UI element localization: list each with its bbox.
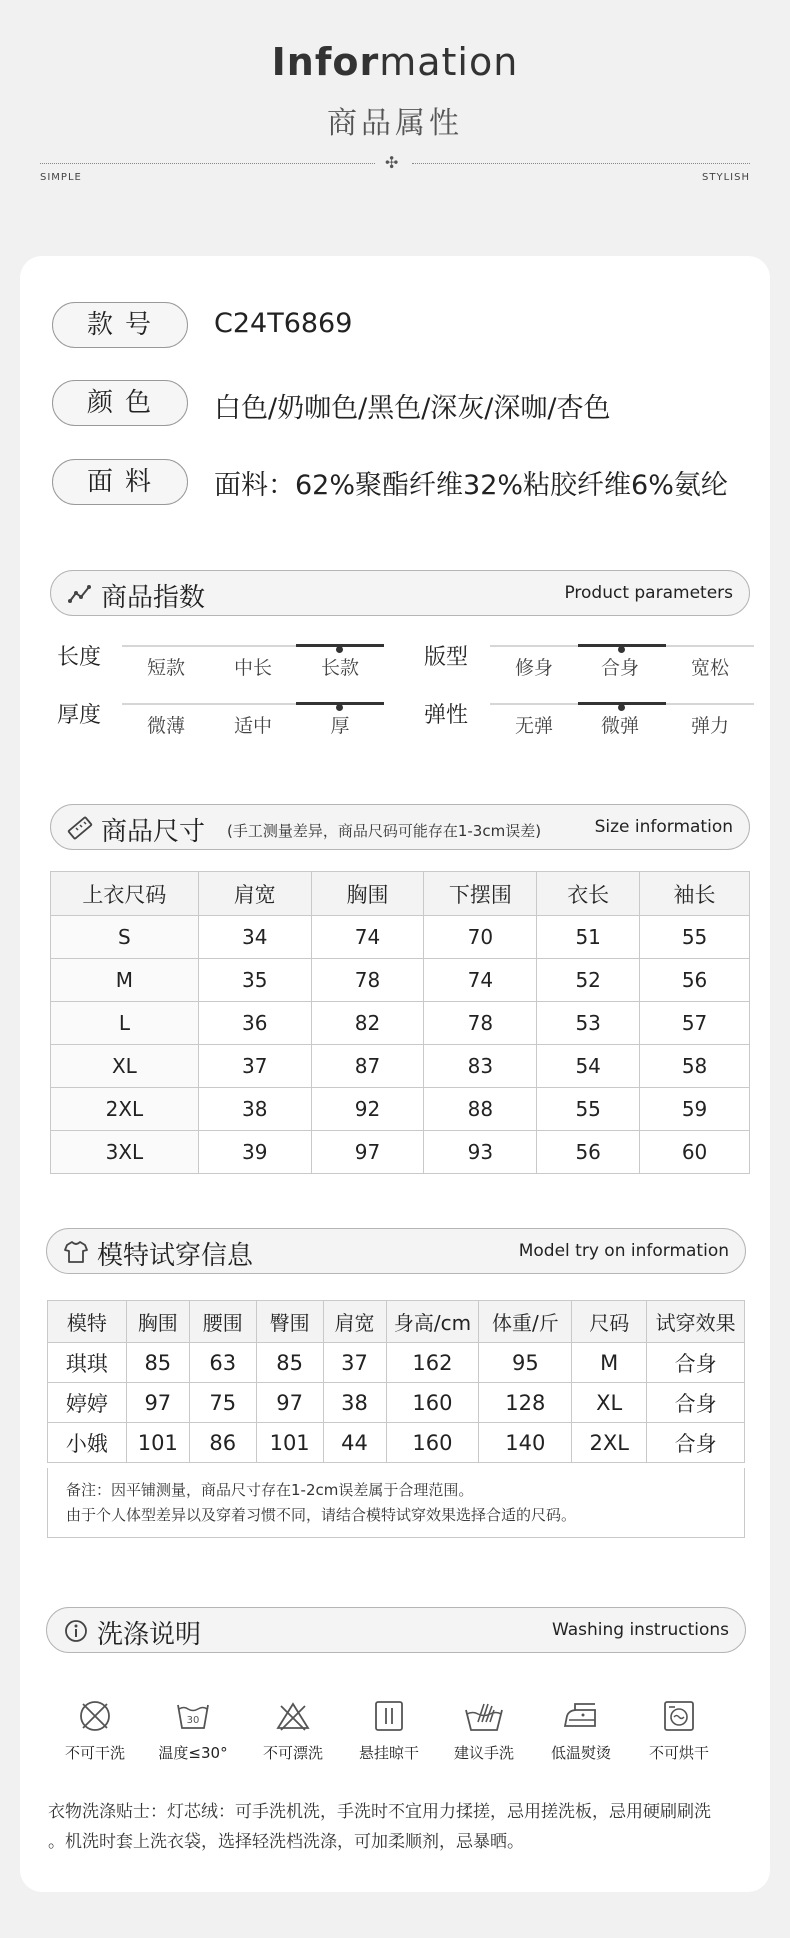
thickness-scale-marker [336,704,343,711]
length-scale-marker [336,646,343,653]
params-section-title: 商品指数 [101,583,206,613]
table-cell: 58 [640,1045,750,1088]
table-cell: 88 [424,1088,537,1131]
size-section-en: Size information [594,817,733,837]
fit-scale-marker [618,646,625,653]
model-col-chest: 胸围 [126,1301,189,1343]
elasticity-scale-marker [618,704,625,711]
param-label-thickness: 厚度 [57,703,102,728]
trend-chart-icon [67,581,93,607]
table-cell: 160 [386,1383,479,1423]
table-cell: 63 [189,1343,256,1383]
model-note-line2: 由于个人体型差异以及穿着习惯不同，请结合模特试穿效果选择合适的尺码。 [66,1506,577,1524]
model-col-height: 身高/cm [386,1301,479,1343]
wash-label: 不可漂洗 [262,1744,323,1762]
wash-temp-text: 30 [186,1715,200,1726]
table-cell: 55 [537,1088,640,1131]
model-notes [47,1468,745,1538]
table-cell: XL [572,1383,647,1423]
size-col-length: 衣长 [537,872,640,916]
wash-item-low-iron [534,1698,628,1763]
param-label-elasticity: 弹性 [424,703,469,728]
wash-item-no-bleach [246,1698,340,1763]
table-cell: 56 [537,1131,640,1174]
table-cell: 60 [640,1131,750,1174]
table-cell: 56 [640,959,750,1002]
table-cell: 83 [424,1045,537,1088]
model-col-name: 模特 [48,1301,127,1343]
fit-option-loose: 宽松 [690,657,729,679]
header-divider-left [40,163,375,164]
ornament-icon: ✣ [385,153,399,172]
style-number-label: 款号 [52,302,188,348]
page-subtitle: 商品属性 [327,106,463,141]
table-cell: 3XL [51,1131,199,1174]
table-cell: 140 [479,1423,572,1463]
table-cell: L [51,1002,199,1045]
size-col-size: 上衣尺码 [51,872,199,916]
table-cell: 合身 [647,1383,745,1423]
table-cell: 合身 [647,1423,745,1463]
wash-item-no-dry-clean [48,1698,142,1763]
table-cell: 101 [256,1423,323,1463]
table-cell: 51 [537,916,640,959]
table-cell: XL [51,1045,199,1088]
wash-section-header [46,1607,746,1653]
table-row [48,1383,745,1423]
table-cell: 86 [189,1423,256,1463]
model-table-header-row [48,1301,745,1343]
fabric-label: 面料 [52,459,188,505]
wash-label: 温度≤30° [158,1744,228,1762]
thickness-option-thick: 厚 [330,715,350,737]
table-row [51,1088,750,1131]
table-cell: 92 [311,1088,424,1131]
table-row [51,959,750,1002]
table-cell: 57 [640,1002,750,1045]
wash-label: 低温熨烫 [550,1744,611,1762]
size-section-title: 商品尺寸 [101,817,206,847]
wash-tips [48,1797,754,1857]
size-table-header-row [51,872,750,916]
model-section-en: Model try on information [518,1241,729,1261]
table-cell: 小娥 [48,1423,127,1463]
thickness-option-medium: 适中 [233,715,272,737]
thickness-option-thin: 微薄 [146,715,185,737]
hand-wash-icon [462,1698,506,1734]
table-cell: 36 [198,1002,311,1045]
table-cell: 2XL [572,1423,647,1463]
header-divider-right [412,163,750,164]
table-cell: 34 [198,916,311,959]
low-iron-icon [561,1698,601,1734]
table-row [48,1343,745,1383]
tshirt-icon [63,1239,89,1265]
length-option-mid: 中长 [233,657,272,679]
table-cell: 74 [424,959,537,1002]
params-section-header [50,570,750,616]
table-row [48,1423,745,1463]
wash-label: 不可烘干 [648,1744,709,1762]
table-cell: 101 [126,1423,189,1463]
model-col-fit: 试穿效果 [647,1301,745,1343]
size-col-hem: 下摆围 [424,872,537,916]
model-col-waist: 腰围 [189,1301,256,1343]
table-cell: 85 [126,1343,189,1383]
no-tumble-dry-icon [661,1698,697,1734]
color-value: 白色/奶咖色/黑色/深灰/深咖/杏色 [214,393,611,424]
hang-dry-icon [371,1698,407,1734]
wash-item-no-tumble-dry [632,1698,726,1763]
model-col-weight: 体重/斤 [479,1301,572,1343]
wash-tip-line2: 。机洗时套上洗衣袋，选择轻洗档洗涤，可加柔顺剂，忌暴晒。 [48,1832,524,1852]
size-col-shoulder: 肩宽 [198,872,311,916]
table-cell: 75 [189,1383,256,1423]
ruler-icon [67,815,93,841]
elasticity-option-none: 无弹 [514,715,553,737]
table-cell: 44 [323,1423,386,1463]
table-cell: 38 [198,1088,311,1131]
table-cell: 70 [424,916,537,959]
table-cell: 2XL [51,1088,199,1131]
elasticity-option-stretch: 弹力 [690,715,729,737]
elasticity-option-slight: 微弹 [600,715,639,737]
table-cell: 85 [256,1343,323,1383]
table-cell: 78 [424,1002,537,1045]
table-row [51,1131,750,1174]
length-option-short: 短款 [146,657,185,679]
wash-label: 建议手洗 [453,1744,514,1762]
table-cell: M [51,959,199,1002]
title-bold: Infor [271,40,380,84]
wash-item-temperature [146,1698,240,1763]
model-section-title: 模特试穿信息 [97,1241,254,1271]
length-option-long: 长款 [320,657,359,679]
table-cell: 162 [386,1343,479,1383]
table-cell: 93 [424,1131,537,1174]
header-tag-simple: SIMPLE [40,172,82,183]
table-row [51,1002,750,1045]
wash-section-en: Washing instructions [551,1620,729,1640]
table-cell: 59 [640,1088,750,1131]
model-table [47,1300,745,1463]
model-col-size: 尺码 [572,1301,647,1343]
color-label: 颜色 [52,380,188,426]
table-cell: 74 [311,916,424,959]
table-cell: 38 [323,1383,386,1423]
no-bleach-icon [275,1698,311,1734]
style-number-value: C24T6869 [214,308,353,339]
param-label-fit: 版型 [424,645,469,670]
info-icon [63,1618,89,1644]
table-cell: 97 [256,1383,323,1423]
wash-section-title: 洗涤说明 [97,1620,202,1650]
table-cell: 39 [198,1131,311,1174]
model-col-shoulder: 肩宽 [323,1301,386,1343]
table-cell: 97 [126,1383,189,1423]
size-col-chest: 胸围 [311,872,424,916]
wash-item-hang-dry [342,1698,436,1763]
table-cell: 55 [640,916,750,959]
table-cell: 37 [198,1045,311,1088]
table-cell: 128 [479,1383,572,1423]
table-cell: 97 [311,1131,424,1174]
table-cell: 160 [386,1423,479,1463]
table-cell: 78 [311,959,424,1002]
params-section-en: Product parameters [564,583,733,603]
table-cell: 37 [323,1343,386,1383]
model-col-hip: 臀围 [256,1301,323,1343]
table-cell: 琪琪 [48,1343,127,1383]
wash-label: 悬挂晾干 [358,1744,419,1762]
size-col-sleeve: 袖长 [640,872,750,916]
fit-option-slim: 修身 [514,657,553,679]
table-row [51,916,750,959]
table-cell: 95 [479,1343,572,1383]
wash-tip-line1: 衣物洗涤贴士：灯芯绒：可手洗机洗，手洗时不宜用力揉搓，忌用搓洗板，忌用硬刷刷洗 [48,1802,711,1822]
table-cell: 婷婷 [48,1383,127,1423]
fit-option-regular: 合身 [600,657,639,679]
fabric-value: 面料：62%聚酯纤维32%粘胶纤维6%氨纶 [214,470,728,501]
table-cell: 82 [311,1002,424,1045]
table-row [51,1045,750,1088]
table-cell: 52 [537,959,640,1002]
param-label-length: 长度 [57,645,102,670]
table-cell: 54 [537,1045,640,1088]
model-note-line1: 备注：因平铺测量，商品尺寸存在1-2cm误差属于合理范围。 [66,1481,474,1499]
table-cell: 53 [537,1002,640,1045]
wash-30-icon [175,1698,211,1734]
no-dry-clean-icon [77,1698,113,1734]
size-section-header [50,804,750,850]
page-title [0,40,790,84]
wash-item-hand-wash [437,1698,531,1763]
table-cell: 87 [311,1045,424,1088]
table-cell: M [572,1343,647,1383]
title-light: mation [379,40,519,84]
size-table [50,871,750,1174]
header-tag-stylish: STYLISH [702,172,750,183]
table-cell: 合身 [647,1343,745,1383]
wash-label: 不可干洗 [64,1744,125,1762]
model-section-header [46,1228,746,1274]
table-cell: 35 [198,959,311,1002]
size-section-note: (手工测量差异，商品尺码可能存在1-3cm误差) [227,822,542,840]
table-cell: S [51,916,199,959]
